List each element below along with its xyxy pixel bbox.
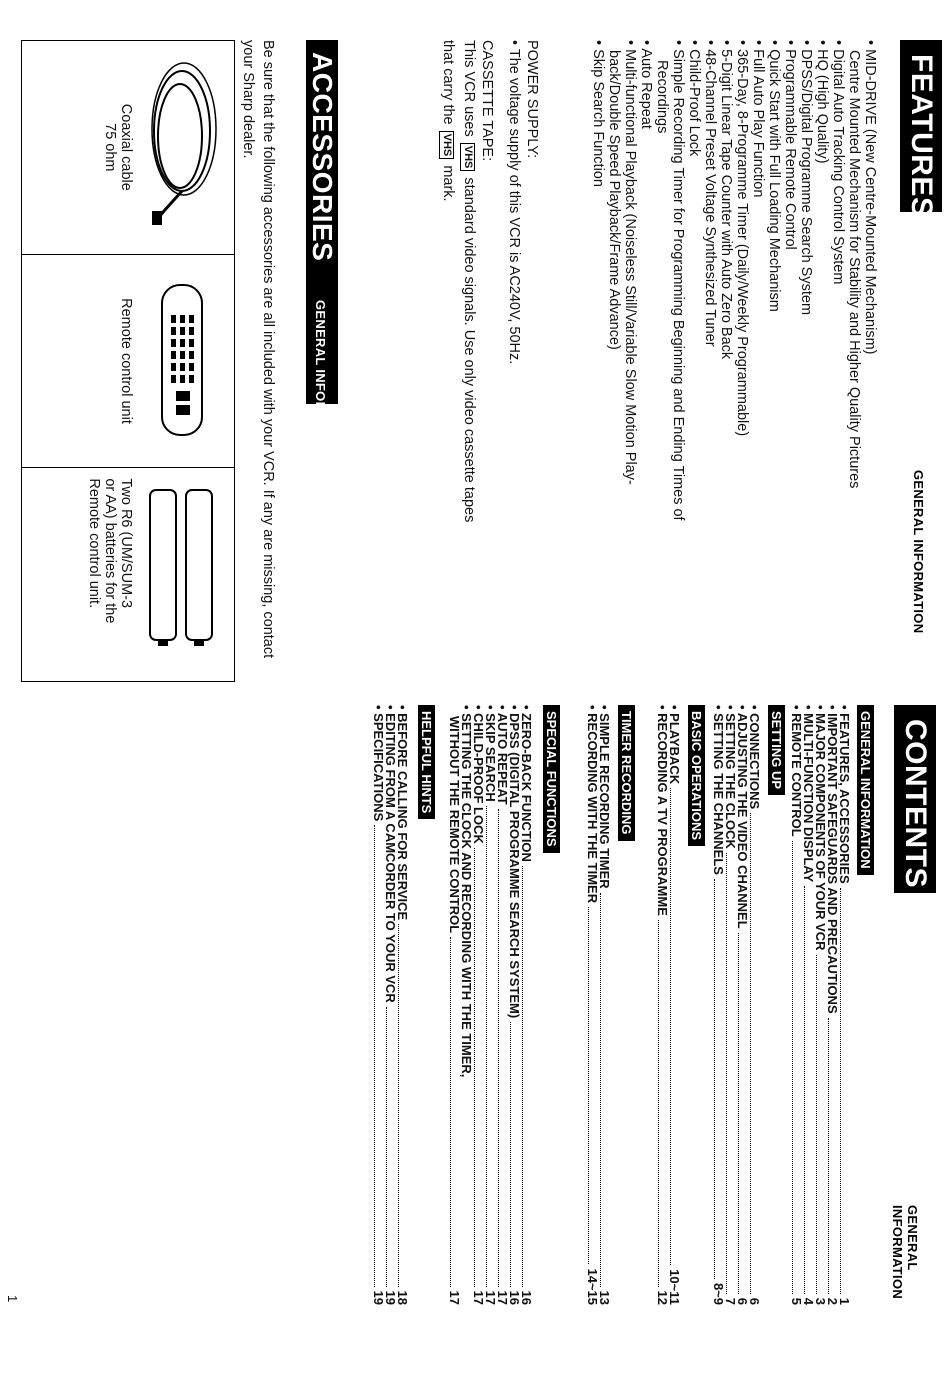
feature-item: • DPSS/Digital Programme Search System: [798, 40, 814, 521]
feature-item: • Quick Start with Full Loading Mechanism: [766, 40, 782, 521]
toc-list-timer: [586, 705, 610, 1305]
battery-label: Two R6 (UM/SUM-3 or AA) batteries for the Remote control unit.: [86, 478, 134, 624]
cable-label: Coaxial cable 75 ohm: [102, 103, 134, 191]
toc-entry[interactable]: • MAJOR COMPONENTS OF YOUR VCR 3: [814, 705, 826, 1305]
toc-category-general: GENERAL INFORMATION: [857, 705, 874, 875]
feature-item: • Auto Repeat: [638, 40, 654, 521]
accessories-title: ACCESSORIES: [306, 40, 338, 404]
left-column: [0, 40, 950, 680]
features-section-label: GENERAL INFORMATION: [911, 470, 926, 634]
features-header: [900, 40, 950, 640]
power-text: • The voltage supply of this VCR is AC240V, 50Hz.: [506, 40, 522, 365]
feature-item: • Multi-functional Playback (Noiseless Still/Variable Slow Motion Play- back/Double Speed Playback/Frame Advance): [606, 40, 638, 521]
toc-category-setup: SETTING UP: [768, 705, 785, 795]
toc-entry[interactable]: • SETTING THE CLOCK 7: [724, 705, 736, 1305]
feature-item: • Digital Auto Tracking Control System: [830, 40, 846, 521]
toc-category-special: SPECIAL FUNCTIONS: [543, 705, 560, 853]
accessory-batteries: [22, 468, 234, 681]
feature-item: • Skip Search Function: [590, 40, 606, 521]
accessories-section-label: GENERAL INFORMATION: [313, 300, 328, 464]
feature-item: • Programmable Remote Control: [782, 40, 798, 521]
toc-entry[interactable]: WITHOUT THE REMOTE CONTROL 17: [447, 715, 462, 1305]
toc-entry[interactable]: • MULTI-FUNCTION DISPLAY 4: [802, 705, 814, 1305]
feature-item: • Child-Proof Lock: [686, 40, 702, 521]
vhs-logo: VHS: [439, 131, 454, 160]
remote-control-icon: [140, 265, 224, 445]
toc-list-basic: [656, 705, 680, 1305]
toc-entry[interactable]: • ADJUSTING THE VIDEO CHANNEL 6: [736, 705, 748, 1305]
toc-entry[interactable]: • SIMPLE RECORDING TIMER 13: [598, 705, 610, 1305]
battery-icon: [140, 478, 224, 658]
cassette-tape: [437, 40, 495, 630]
toc-entry[interactable]: • DPSS (DIGITAL PROGRAMME SEARCH SYSTEM) 16: [508, 705, 520, 1305]
toc-entry[interactable]: • CONNECTIONS 6: [748, 705, 760, 1305]
toc-entry[interactable]: • FEATURES, ACCESSORIES 1: [838, 705, 850, 1305]
feature-item: • MID-DRIVE (New Centre-Mounted Mechanism) Centre Mounted Mechanism for Stability and Higher Quality Pictures: [846, 40, 878, 521]
feature-item: • Simple Recording Timer for Programming Beginning and Ending Times of Recordings: [654, 40, 686, 521]
page-number: 1: [5, 1295, 20, 1303]
feature-item: • 5-Digit Linear Tape Counter with Auto Zero Back: [718, 40, 734, 521]
contents-title: CONTENTS: [894, 705, 936, 893]
feature-item: • 48-Channel Preset Voltage Synthesized Tuner: [702, 40, 718, 521]
toc-entry[interactable]: • SPECIFICATIONS 19: [372, 705, 384, 1305]
features-list: [590, 40, 878, 521]
feature-item: • HQ (High Quality): [814, 40, 830, 521]
power-title: POWER SUPPLY:: [524, 40, 540, 159]
toc-category-basic: BASIC OPERATIONS: [688, 705, 705, 846]
toc-entry[interactable]: • IMPORTANT SAFEGUARDS AND PRECAUTIONS 2: [826, 705, 838, 1305]
remote-label: Remote control unit: [118, 298, 134, 424]
toc-entry[interactable]: • REMOTE CONTROL 5: [790, 705, 802, 1305]
toc-entry[interactable]: • ZERO-BACK FUNCTION 16: [520, 705, 532, 1305]
toc-entry[interactable]: • SKIP SEARCH 17: [484, 705, 496, 1305]
toc-list-general: [790, 705, 850, 1305]
toc-entry[interactable]: • RECORDING WITH THE TIMER 14~15: [586, 705, 598, 1305]
contents-header: [890, 705, 950, 1345]
vhs-logo: VHS: [460, 143, 475, 172]
accessory-remote: [22, 255, 234, 469]
toc-entry[interactable]: • SETTING THE CLOCK AND RECORDING WITH THE TIMER,: [460, 705, 472, 1305]
toc-entry[interactable]: • BEFORE CALLING FOR SERVICE 18: [396, 705, 408, 1305]
toc-entry[interactable]: • CHILD-PROOF LOCK 17: [472, 705, 484, 1305]
cassette-text: This VCR uses VHS standard video signals. Use only video cassette tapes that carry the VHS mark.: [440, 40, 477, 523]
toc-entry[interactable]: • EDITING FROM A CAMCORDER TO YOUR VCR 19: [384, 705, 396, 1305]
toc-entry[interactable]: • PLAYBACK 10~11: [668, 705, 680, 1305]
power-supply: [503, 40, 540, 630]
accessories-intro: Be sure that the following accessories are all included with your VCR. If any are missing, contact your Sharp dealer.: [240, 40, 276, 659]
right-column: [0, 705, 950, 1345]
toc-category-hints: HELPFUL HINTS: [418, 705, 435, 819]
toc-list-setup: [712, 705, 760, 1305]
feature-item: • 365-Day, 8-Programme Timer (Daily/Weekly Programmable): [734, 40, 750, 521]
cassette-title: CASSETTE TAPE:: [479, 40, 495, 162]
accessory-cable: [22, 41, 234, 255]
accessories-table: [21, 40, 235, 682]
toc-list-hints: [372, 705, 408, 1305]
contents-section-label: GENERAL INFORMATION: [890, 1205, 920, 1300]
toc-entry[interactable]: • RECORDING A TV PROGRAMME 12: [656, 705, 668, 1305]
toc-category-timer: TIMER RECORDING: [618, 705, 635, 841]
features-title: FEATURES: [900, 40, 942, 212]
toc-list-special: [448, 705, 532, 1305]
accessories-header: [298, 40, 338, 680]
coaxial-cable-icon: [140, 51, 224, 231]
toc-entry[interactable]: • AUTO REPEAT 17: [496, 705, 508, 1305]
feature-item: • Full Auto Play Function: [750, 40, 766, 521]
toc-entry[interactable]: • SETTING THE CHANNELS 8~9: [712, 705, 724, 1305]
